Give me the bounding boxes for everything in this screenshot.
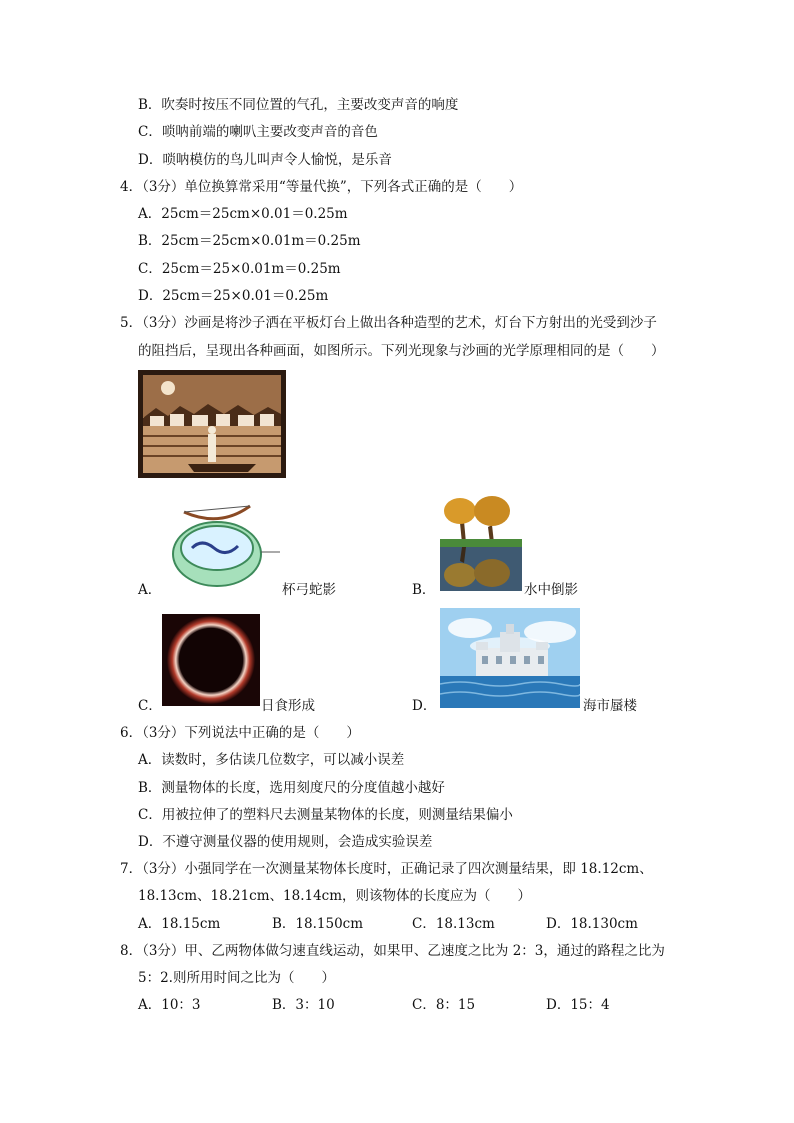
q6-option-d: D．不遵守测量仪器的使用规则，会造成实验误差: [138, 834, 433, 850]
question-7-line-1: 7．（3分）小强同学在一次测量某物体长度时，正确记录了四次测量结果，即 18.12cm、: [120, 861, 653, 877]
question-5-line-2: 的阻挡后，呈现出各种画面，如图所示。下列光现象与沙画的光学原理相同的是（ ）: [138, 343, 665, 359]
bow-snake-cup-image: [162, 500, 280, 592]
mirage-image: [440, 608, 580, 708]
question-7-line-2: 18.13cm、18.21cm、18.14cm，则该物体的长度应为（ ）: [138, 888, 532, 904]
question-8-line-2: 5：2.则所用时间之比为（ ）: [138, 970, 335, 986]
q4-option-b: B．25cm＝25cm×0.01m＝0.25m: [138, 233, 361, 249]
q3-option-d: D．唢呐模仿的鸟儿叫声令人愉悦，是乐音: [138, 152, 392, 168]
q4-option-c: C．25cm＝25×0.01m＝0.25m: [138, 261, 341, 277]
solar-eclipse-image: [162, 614, 260, 706]
q8-options-row: [0, 996, 794, 1014]
q5-option-c-letter: C．: [138, 698, 162, 714]
q4-option-d: D．25cm＝25×0.01＝0.25m: [138, 288, 329, 304]
q6-option-b: B．测量物体的长度，选用刻度尺的分度值越小越好: [138, 780, 445, 796]
q6-option-c: C．用被拉伸了的塑料尺去测量某物体的长度，则测量结果偏小: [138, 807, 513, 823]
q7-option-d: D．18.130cm: [546, 916, 638, 932]
q8-option-a: A．10：3: [138, 997, 201, 1013]
q7-options-row: [0, 915, 794, 933]
question-8-line-1: 8．（3分）甲、乙两物体做匀速直线运动，如果甲、乙速度之比为 2：3，通过的路程之比为: [120, 943, 665, 959]
q6-option-a: A．读数时，多估读几位数字，可以减小误差: [138, 752, 405, 768]
q5-option-d-text: 海市蜃楼: [583, 698, 637, 714]
q5-option-a-letter: A．: [138, 582, 162, 598]
q3-option-c: C．唢呐前端的喇叭主要改变声音的音色: [138, 124, 378, 140]
q8-option-d: D．15：4: [546, 997, 610, 1013]
q8-option-c: C．8：15: [412, 997, 476, 1013]
q5-option-b-letter: B．: [412, 582, 436, 598]
q8-option-b: B．3：10: [272, 997, 335, 1013]
question-6: 6．（3分）下列说法中正确的是（ ）: [120, 725, 360, 741]
q5-option-c-text: 日食形成: [261, 698, 315, 714]
water-reflection-image: [440, 495, 522, 591]
question-4: 4．（3分）单位换算常采用“等量代换”，下列各式正确的是（ ）: [120, 179, 523, 195]
q7-option-b: B．18.150cm: [272, 916, 364, 932]
question-5-line-1: 5．（3分）沙画是将沙子洒在平板灯台上做出各种造型的艺术，灯台下方射出的光受到沙子: [120, 315, 657, 331]
sand-painting-image: [138, 370, 286, 478]
q3-option-b: B．吹奏时按压不同位置的气孔，主要改变声音的响度: [138, 97, 459, 113]
q5-option-a-text: 杯弓蛇影: [282, 582, 336, 598]
q5-option-d-letter: D．: [412, 698, 437, 714]
q7-option-a: A．18.15cm: [138, 916, 221, 932]
q4-option-a: A．25cm＝25cm×0.01＝0.25m: [138, 206, 348, 222]
q5-option-b-text: 水中倒影: [524, 582, 578, 598]
q7-option-c: C．18.13cm: [412, 916, 495, 932]
